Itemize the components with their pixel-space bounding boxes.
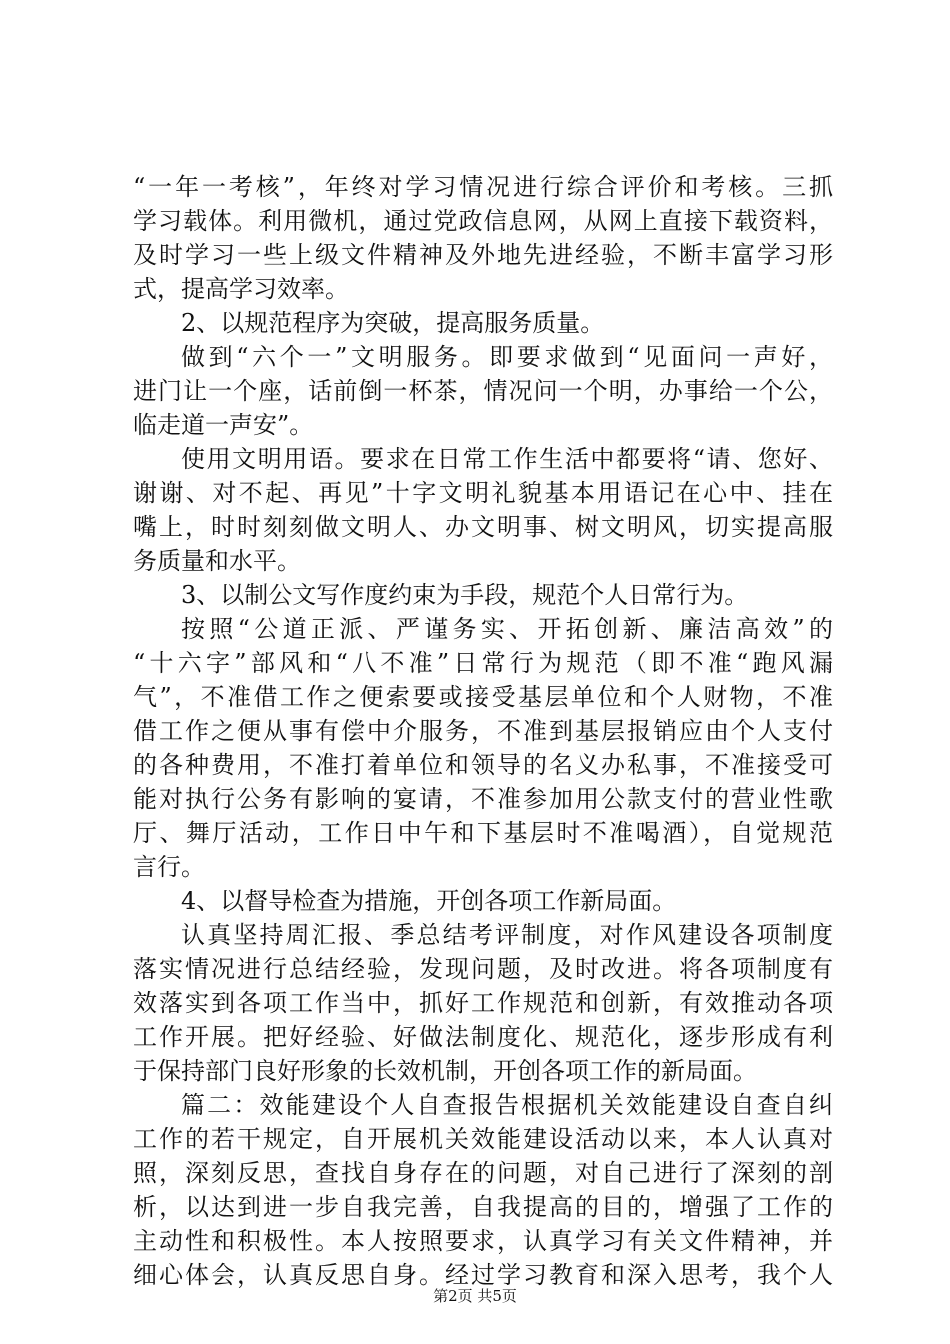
text-line: 认真坚持周汇报、季总结考评制度，对作风建设各项制度 bbox=[181, 921, 833, 949]
text-line: 落实情况进行总结经验，发现问题，及时改进。将各项制度有 bbox=[133, 955, 833, 983]
text-line: 照，深刻反思，查找自身存在的问题，对自己进行了深刻的剖 bbox=[133, 1159, 833, 1187]
text-line: 言行。 bbox=[133, 853, 205, 881]
text-line: 做到“六个一”文明服务。即要求做到“见面问一声好， bbox=[181, 343, 833, 371]
text-line: “十六字”部风和“八不准”日常行为规范（即不准“跑风漏 bbox=[133, 649, 833, 677]
text-line: 工作开展。把好经验、好做法制度化、规范化，逐步形成有利 bbox=[133, 1023, 833, 1051]
text-line: “一年一考核”，年终对学习情况进行综合评价和考核。三抓 bbox=[133, 173, 833, 201]
text-line: 式，提高学习效率。 bbox=[133, 275, 349, 303]
text-line: 于保持部门良好形象的长效机制，开创各项工作的新局面。 bbox=[133, 1057, 757, 1085]
text-line: 气”，不准借工作之便索要或接受基层单位和个人财物，不准 bbox=[133, 683, 833, 711]
section-heading: 2、以规范程序为突破，提高服务质量。 bbox=[181, 309, 605, 337]
text-line: 篇二：效能建设个人自查报告根据机关效能建设自查自纠 bbox=[181, 1091, 833, 1119]
text-line: 能对执行公务有影响的宴请，不准参加用公款支付的营业性歌 bbox=[133, 785, 833, 813]
text-line: 进门让一个座，话前倒一杯茶，情况问一个明，办事给一个公， bbox=[133, 377, 833, 405]
section-heading: 4、以督导检查为措施，开创各项工作新局面。 bbox=[181, 887, 677, 915]
text-line: 工作的若干规定，自开展机关效能建设活动以来，本人认真对 bbox=[133, 1125, 833, 1153]
text-line: 谢谢、对不起、再见”十字文明礼貌基本用语记在心中、挂在 bbox=[133, 479, 833, 507]
text-line: 使用文明用语。要求在日常工作生活中都要将“请、您好、 bbox=[181, 445, 833, 473]
text-line: 的各种费用，不准打着单位和领导的名义办私事，不准接受可 bbox=[133, 751, 833, 779]
text-line: 按照“公道正派、严谨务实、开拓创新、廉洁高效”的 bbox=[181, 615, 833, 643]
text-line: 嘴上，时时刻刻做文明人、办文明事、树文明风，切实提高服 bbox=[133, 513, 833, 541]
text-line: 学习载体。利用微机，通过党政信息网，从网上直接下载资料， bbox=[133, 207, 833, 235]
text-line: 主动性和积极性。本人按照要求，认真学习有关文件精神，并 bbox=[133, 1227, 833, 1255]
text-line: 临走道一声安”。 bbox=[133, 411, 314, 439]
text-line: 析，以达到进一步自我完善，自我提高的目的，增强了工作的 bbox=[133, 1193, 833, 1221]
text-line: 务质量和水平。 bbox=[133, 547, 301, 575]
text-line: 及时学习一些上级文件精神及外地先进经验，不断丰富学习形 bbox=[133, 241, 833, 269]
text-line: 厅、舞厅活动，工作日中午和下基层时不准喝酒），自觉规范 bbox=[133, 819, 833, 847]
text-line: 细心体会，认真反思自身。经过学习教育和深入思考，我个人 bbox=[133, 1261, 833, 1289]
page-footer: 第2页 共5页 bbox=[433, 1287, 517, 1305]
text-line: 效落实到各项工作当中，抓好工作规范和创新，有效推动各项 bbox=[133, 989, 833, 1017]
text-line: 借工作之便从事有偿中介服务，不准到基层报销应由个人支付 bbox=[133, 717, 833, 745]
section-heading: 3、以制公文写作度约束为手段，规范个人日常行为。 bbox=[181, 581, 749, 609]
document-body bbox=[133, 170, 833, 1292]
